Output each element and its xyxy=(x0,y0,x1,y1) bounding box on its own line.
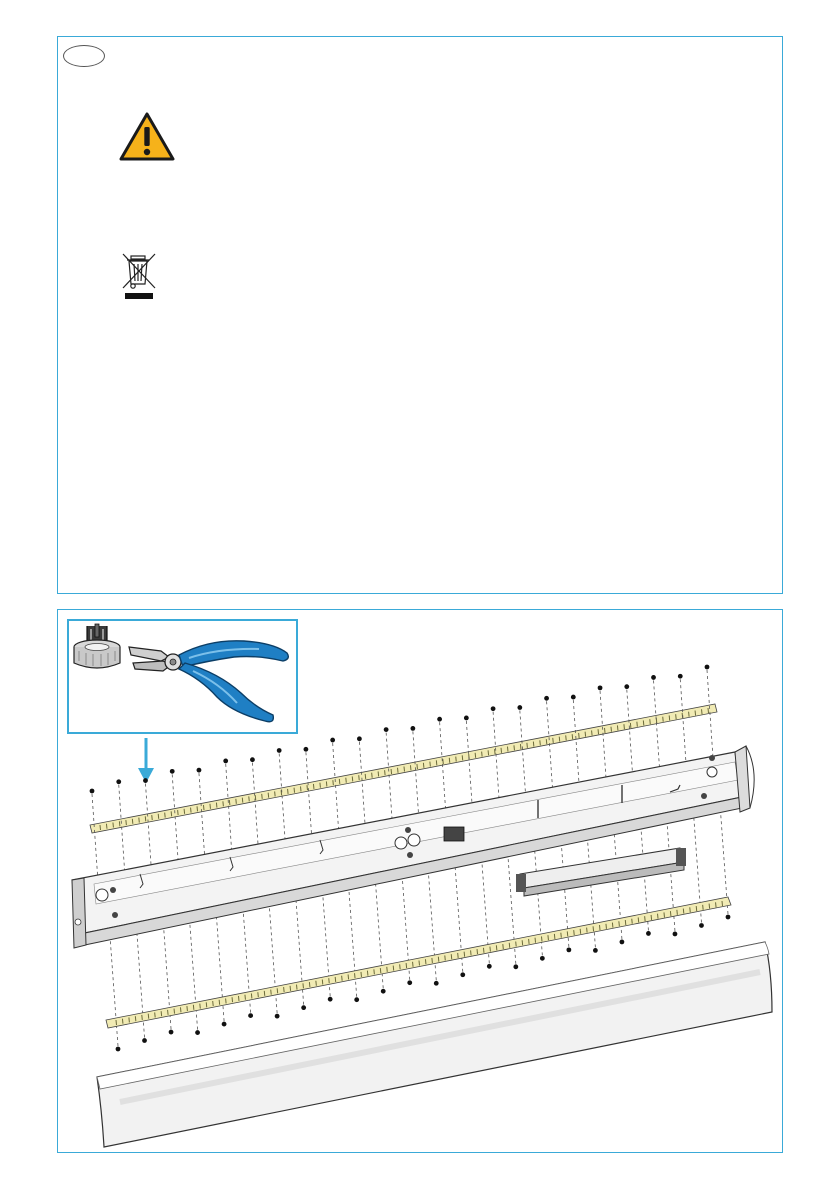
led-chip xyxy=(579,733,580,738)
led-chip xyxy=(320,783,321,788)
led-chip xyxy=(548,935,549,940)
led-chip xyxy=(462,755,463,760)
led-chip xyxy=(380,968,381,973)
led-chip xyxy=(301,786,302,791)
led-chip xyxy=(535,938,536,943)
led-chip xyxy=(277,988,278,993)
led-chip xyxy=(612,923,613,928)
led-chip xyxy=(171,811,172,816)
led-chip xyxy=(132,819,133,824)
led-chip xyxy=(288,789,289,794)
led-chip xyxy=(180,1007,181,1012)
screw xyxy=(169,1030,174,1035)
led-chip xyxy=(262,794,263,799)
led-chip xyxy=(258,992,259,997)
screw xyxy=(699,923,704,928)
led-chip xyxy=(722,901,723,906)
screw xyxy=(277,748,282,753)
led-chip xyxy=(496,945,497,950)
led-chip xyxy=(419,961,420,966)
led-chip xyxy=(216,803,217,808)
screw xyxy=(540,956,545,961)
screw xyxy=(620,940,625,945)
screw xyxy=(517,705,522,710)
screw xyxy=(624,684,629,689)
led-chip xyxy=(251,993,252,998)
led-chip xyxy=(322,979,323,984)
led-chip xyxy=(139,818,140,823)
screw xyxy=(381,989,386,994)
led-chip xyxy=(567,931,568,936)
led-chip xyxy=(122,1019,123,1024)
diffuser-cover xyxy=(97,942,772,1147)
led-chip xyxy=(410,765,411,770)
led-chip xyxy=(213,1001,214,1006)
led-chip xyxy=(391,769,392,774)
led-chip xyxy=(503,944,504,949)
led-chip xyxy=(385,770,386,775)
led-chip xyxy=(425,959,426,964)
led-chip xyxy=(611,727,612,732)
led-chip xyxy=(393,966,394,971)
led-chip xyxy=(585,732,586,737)
screw xyxy=(566,947,571,952)
led-chip xyxy=(142,1015,143,1020)
led-chip xyxy=(516,942,517,947)
led-chip xyxy=(309,982,310,987)
screw xyxy=(222,1022,227,1027)
led-chip xyxy=(689,712,690,717)
led-chip xyxy=(540,740,541,745)
led-chip xyxy=(346,778,347,783)
led-chip xyxy=(232,997,233,1002)
led-chip xyxy=(210,804,211,809)
led-chip xyxy=(580,929,581,934)
screw xyxy=(491,706,496,711)
led-chip xyxy=(482,752,483,757)
led-chip xyxy=(400,964,401,969)
led-chip xyxy=(624,724,625,729)
led-chip xyxy=(645,916,646,921)
led-chip xyxy=(708,708,709,713)
led-chip xyxy=(670,911,671,916)
led-chip xyxy=(423,763,424,768)
screw xyxy=(407,980,412,985)
led-chip xyxy=(219,1000,220,1005)
screw xyxy=(651,675,656,680)
led-chip xyxy=(658,914,659,919)
screw xyxy=(116,779,121,784)
led-chip xyxy=(451,954,452,959)
led-chip xyxy=(335,977,336,982)
led-chip xyxy=(475,753,476,758)
led-chip xyxy=(600,925,601,930)
led-chip xyxy=(406,963,407,968)
led-chip xyxy=(445,955,446,960)
led-chip xyxy=(245,995,246,1000)
led-chip xyxy=(606,924,607,929)
screw xyxy=(357,736,362,741)
led-chip xyxy=(226,998,227,1003)
screw xyxy=(170,769,175,774)
warning-triangle-icon xyxy=(119,112,175,162)
screw xyxy=(726,915,731,920)
led-chip xyxy=(113,823,114,828)
led-chip xyxy=(206,1002,207,1007)
screw xyxy=(384,727,389,732)
led-chip xyxy=(449,758,450,763)
led-chip xyxy=(651,915,652,920)
screw xyxy=(437,717,442,722)
led-chip xyxy=(229,800,230,805)
led-chip xyxy=(191,808,192,813)
screw xyxy=(354,997,359,1002)
led-chip xyxy=(193,1005,194,1010)
screw xyxy=(571,695,576,700)
led-chip xyxy=(702,709,703,714)
led-chip xyxy=(703,905,704,910)
led-chip xyxy=(709,904,710,909)
screw xyxy=(143,778,148,783)
led-chip xyxy=(106,824,107,829)
led-chip xyxy=(683,909,684,914)
screw xyxy=(330,738,335,743)
led-chip xyxy=(587,928,588,933)
led-chip xyxy=(695,710,696,715)
screw xyxy=(646,931,651,936)
led-chip xyxy=(638,917,639,922)
screw xyxy=(250,757,255,762)
led-chip xyxy=(135,1016,136,1021)
led-chip xyxy=(294,788,295,793)
led-chip xyxy=(333,780,334,785)
led-chip xyxy=(471,950,472,955)
screw xyxy=(275,1014,280,1019)
led-chip xyxy=(372,773,373,778)
led-chip xyxy=(290,986,291,991)
led-chip xyxy=(676,714,677,719)
led-chip xyxy=(625,920,626,925)
led-chip xyxy=(477,949,478,954)
screw xyxy=(116,1047,121,1052)
led-chip xyxy=(268,793,269,798)
led-chip xyxy=(669,715,670,720)
led-chip xyxy=(187,1006,188,1011)
led-chip xyxy=(546,739,547,744)
led-chip xyxy=(663,717,664,722)
led-chip xyxy=(303,983,304,988)
led-chip xyxy=(650,719,651,724)
screw xyxy=(544,696,549,701)
led-chip xyxy=(264,991,265,996)
led-chip xyxy=(398,768,399,773)
led-chip xyxy=(404,767,405,772)
led-chip xyxy=(316,981,317,986)
led-chip xyxy=(165,813,166,818)
led-chip xyxy=(184,809,185,814)
led-chip xyxy=(174,1009,175,1014)
led-chip xyxy=(413,962,414,967)
screw xyxy=(434,981,439,986)
led-chip xyxy=(464,952,465,957)
screw xyxy=(304,747,309,752)
screw xyxy=(487,964,492,969)
led-chip xyxy=(158,814,159,819)
screw xyxy=(328,997,333,1002)
led-chip xyxy=(696,906,697,911)
led-chip xyxy=(326,781,327,786)
led-chip xyxy=(271,990,272,995)
screw xyxy=(223,759,228,764)
led-chip xyxy=(284,987,285,992)
led-chip xyxy=(342,976,343,981)
led-chip xyxy=(155,1012,156,1017)
screw xyxy=(301,1005,306,1010)
screw xyxy=(598,685,603,690)
led-chip xyxy=(145,816,146,821)
led-chip xyxy=(152,815,153,820)
led-chip xyxy=(116,1020,117,1025)
screw xyxy=(248,1013,253,1018)
led-chip xyxy=(126,820,127,825)
led-chip xyxy=(598,729,599,734)
led-chip xyxy=(129,1017,130,1022)
led-chip xyxy=(617,725,618,730)
led-chip xyxy=(514,745,515,750)
screw xyxy=(410,726,415,731)
led-chip xyxy=(553,738,554,743)
led-chip xyxy=(488,750,489,755)
led-chip xyxy=(430,762,431,767)
screw xyxy=(90,789,95,794)
screw xyxy=(678,674,683,679)
led-chip xyxy=(483,948,484,953)
led-chip xyxy=(574,930,575,935)
led-chip xyxy=(197,806,198,811)
led-chip xyxy=(100,825,101,830)
exploded-assembly-drawing xyxy=(60,612,780,1150)
led-chip xyxy=(313,784,314,789)
led-chip xyxy=(632,919,633,924)
crossed-out-wheelie-bin-icon xyxy=(119,250,159,302)
led-chip xyxy=(458,953,459,958)
led-chip xyxy=(417,764,418,769)
screw xyxy=(460,972,465,977)
led-chip xyxy=(501,748,502,753)
led-chip xyxy=(359,775,360,780)
screw xyxy=(142,1038,147,1043)
led-chip xyxy=(527,743,528,748)
led-chip xyxy=(572,734,573,739)
led-chip xyxy=(365,774,366,779)
led-chip xyxy=(249,796,250,801)
led-chip xyxy=(223,801,224,806)
led-chip xyxy=(490,947,491,952)
led-chip xyxy=(161,1011,162,1016)
led-chip xyxy=(238,996,239,1001)
led-chip xyxy=(443,759,444,764)
led-chip xyxy=(507,747,508,752)
language-badge xyxy=(63,45,105,67)
led-chip xyxy=(592,730,593,735)
led-chip xyxy=(559,737,560,742)
led-chip xyxy=(361,972,362,977)
screw xyxy=(593,948,598,953)
led-chip xyxy=(367,971,368,976)
led-chip xyxy=(438,957,439,962)
led-chip xyxy=(664,912,665,917)
screw xyxy=(197,768,202,773)
led-chip xyxy=(242,798,243,803)
screw xyxy=(513,964,518,969)
led-chip xyxy=(520,744,521,749)
led-chip xyxy=(387,967,388,972)
led-chip xyxy=(529,939,530,944)
led-chip xyxy=(541,936,542,941)
led-chip xyxy=(436,760,437,765)
led-chip xyxy=(605,728,606,733)
led-chip xyxy=(630,723,631,728)
led-chip xyxy=(297,985,298,990)
led-chip xyxy=(495,749,496,754)
led-chip xyxy=(203,805,204,810)
led-chip xyxy=(275,791,276,796)
led-chip xyxy=(339,779,340,784)
led-chip xyxy=(522,940,523,945)
led-chip xyxy=(178,810,179,815)
led-chip xyxy=(200,1004,201,1009)
led-chip xyxy=(352,776,353,781)
led-chip xyxy=(329,978,330,983)
screw xyxy=(195,1030,200,1035)
led-chip xyxy=(561,933,562,938)
led-chip xyxy=(716,902,717,907)
screw xyxy=(673,932,678,937)
led-chip xyxy=(554,934,555,939)
led-chip xyxy=(643,720,644,725)
led-chip xyxy=(374,969,375,974)
led-chip xyxy=(168,1010,169,1015)
led-chip xyxy=(677,910,678,915)
screw xyxy=(705,665,710,670)
led-chip xyxy=(236,799,237,804)
led-chip xyxy=(148,1014,149,1019)
led-chip xyxy=(355,973,356,978)
led-chip xyxy=(378,771,379,776)
led-chip xyxy=(637,722,638,727)
led-chip xyxy=(509,943,510,948)
screw xyxy=(464,716,469,721)
led-driver xyxy=(516,848,686,896)
led-chip xyxy=(533,742,534,747)
led-chip xyxy=(307,785,308,790)
led-chip xyxy=(119,821,120,826)
led-chip xyxy=(456,757,457,762)
led-chip xyxy=(619,921,620,926)
led-chip xyxy=(348,974,349,979)
led-chip xyxy=(690,907,691,912)
led-chip xyxy=(432,958,433,963)
led-chip xyxy=(566,735,567,740)
led-chip xyxy=(593,926,594,931)
